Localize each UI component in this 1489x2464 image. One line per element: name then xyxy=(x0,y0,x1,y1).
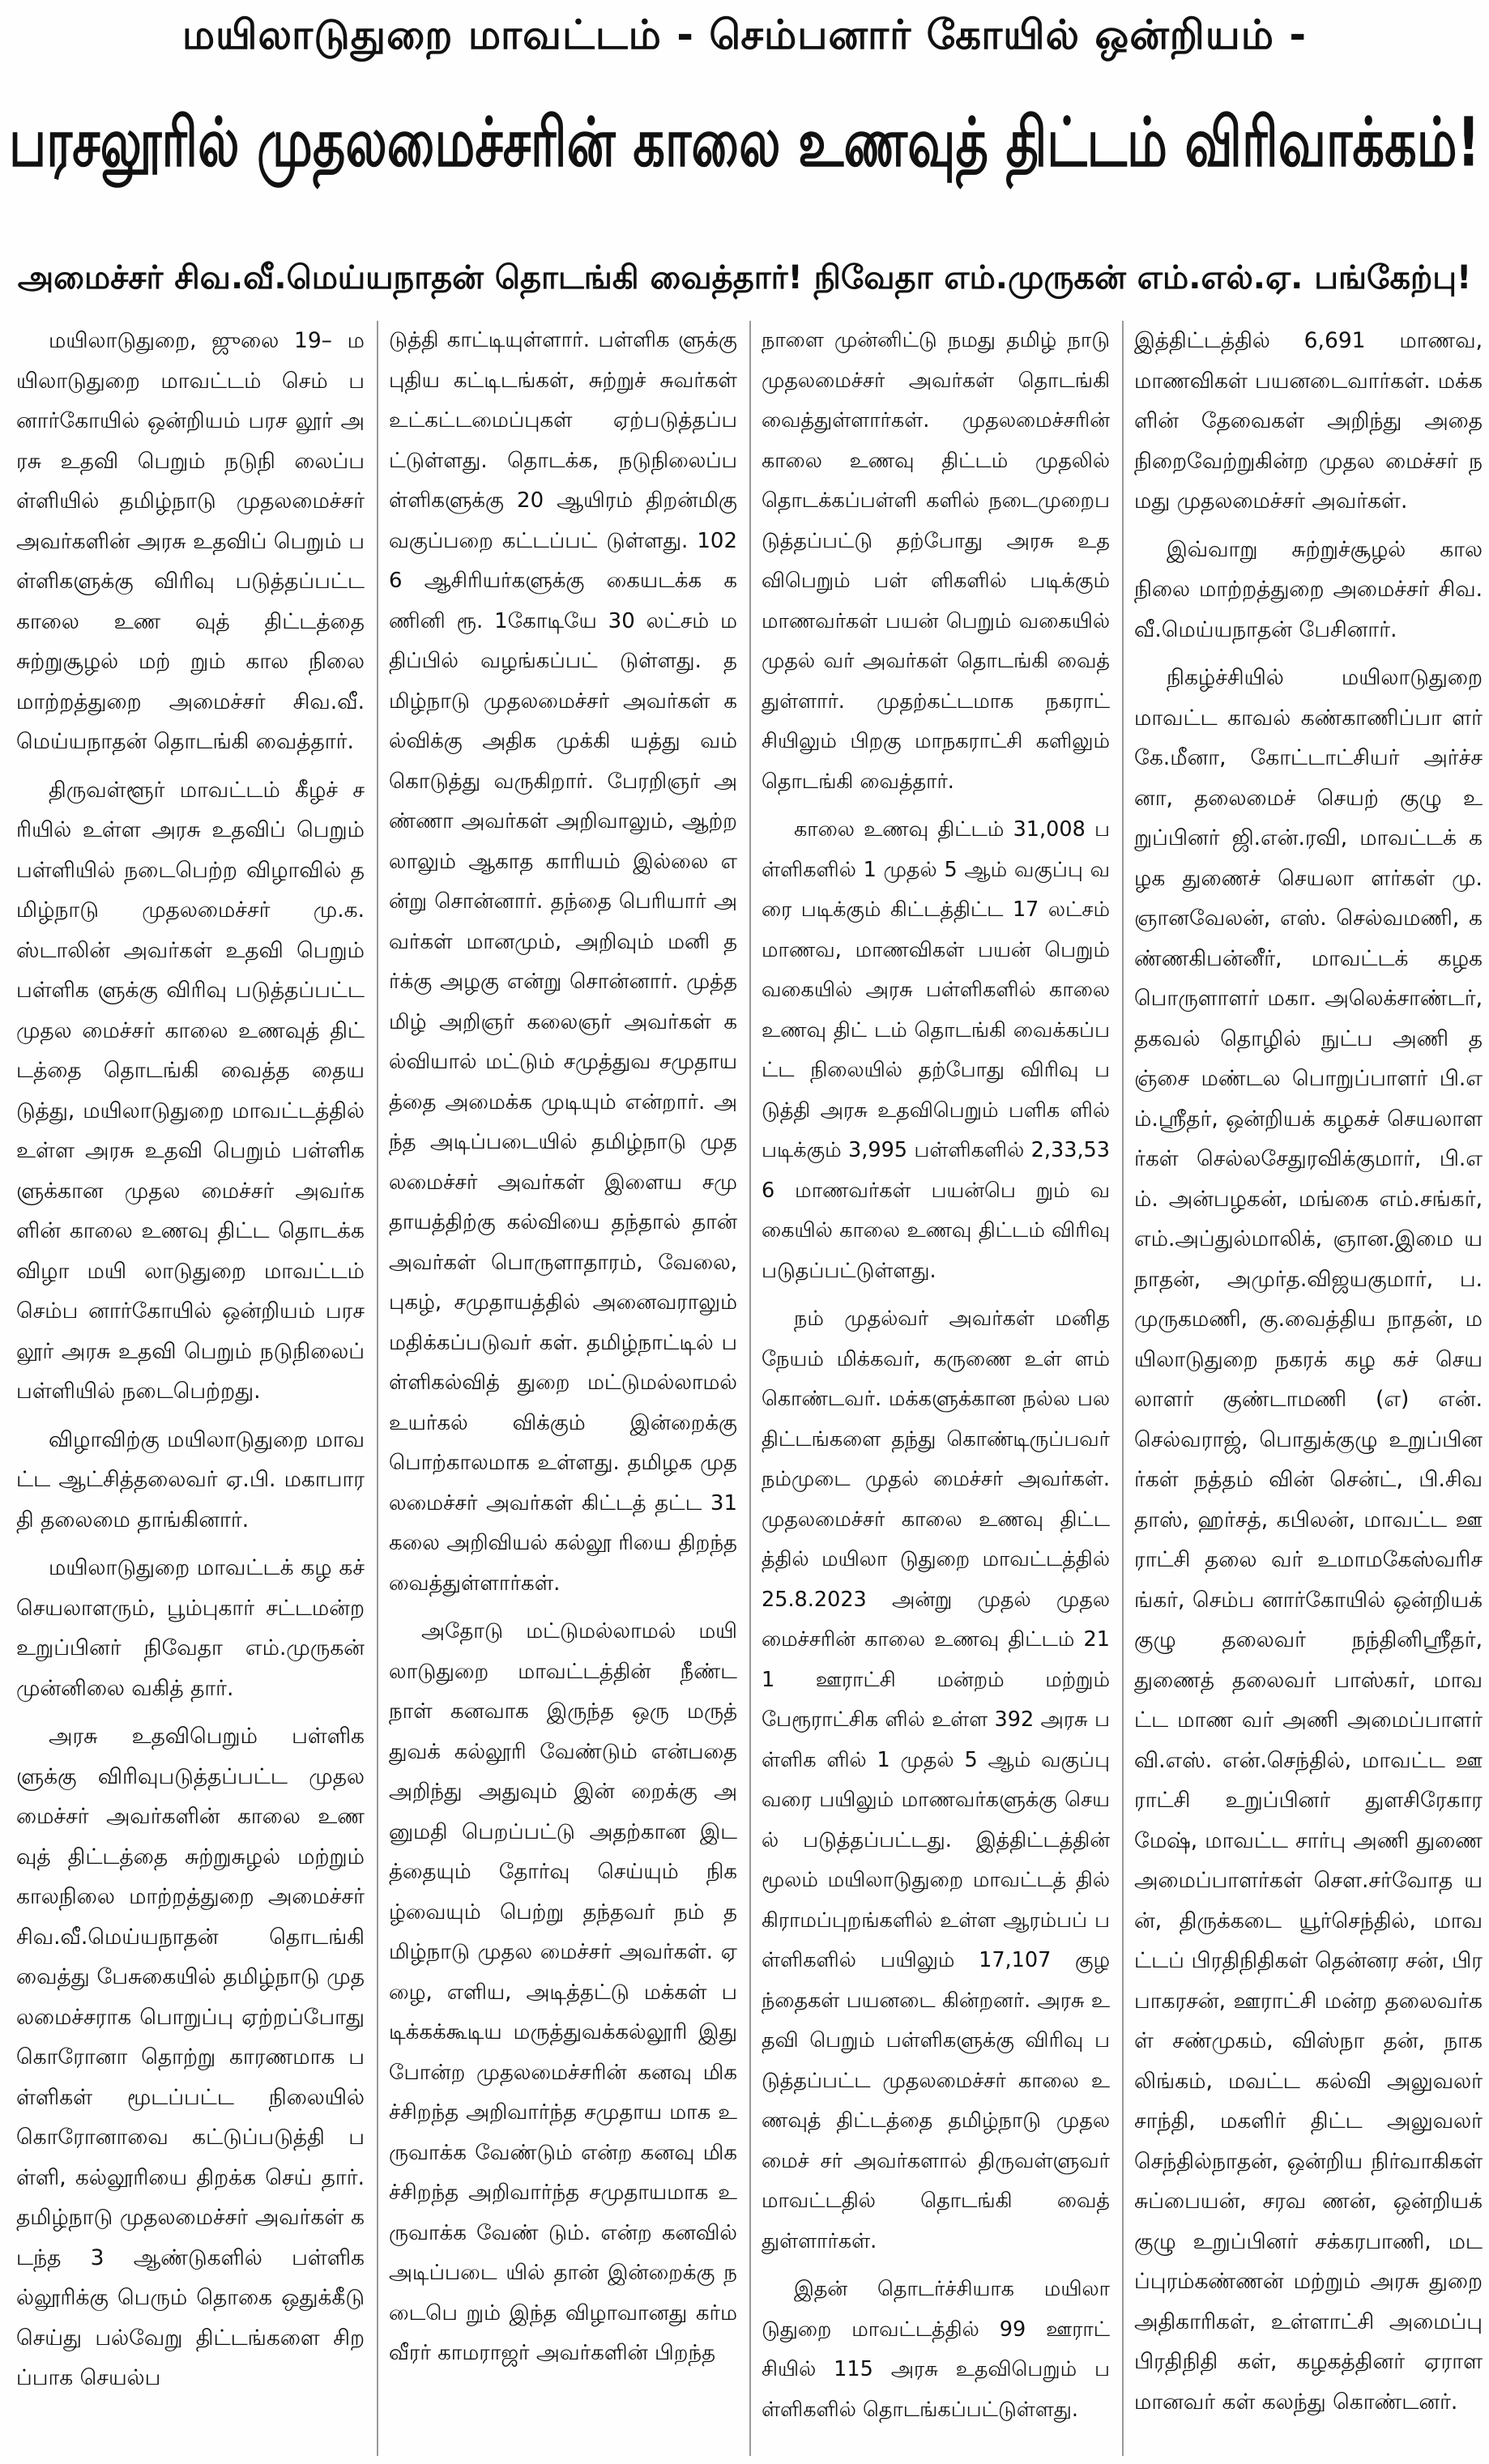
paragraph: திருவள்ளூர் மாவட்டம் கீழச் சரியில் உள்ள அரசு உதவிப் பெறும் பள்ளியில் நடைபெற்ற விழாவில் தமிழ்நாடு முதலமைச்சர் மு.க.ஸ்டாலின் அவர்கள் உதவி பெறும் பள்ளிக ளுக்கு விரிவு படுத்தப்பட்ட முதல மைச்சர் காலை உணவுத் திட் டத்தை தொடங்கி வைத்த தையடுத்து, மயிலாடுதுறை மாவட்டத்தில் உள்ள அரசு உதவி பெறும் பள்ளிகளுக்கான முதல மைச்சர் அவர்களின் காலை உணவு திட்ட தொடக்க விழா மயி லாடுதுறை மாவட்டம் செம்ப னார்கோயில் ஒன்றியம் பரசலூர் அரசு உதவி பெறும் நடுநிலைப் பள்ளியில் நடைபெற்றது. xyxy=(16,777,365,1404)
paragraph: இவ்வாறு சுற்றுச்சூழல் கால நிலை மாற்றத்துறை அமைச்சர் சிவ.வீ.மெய்யநாதன் பேசினார். xyxy=(1134,536,1483,642)
article-headline: பரசலூரில் முதலமைச்சரின் காலை உணவுத் திட்டம் விரிவாக்கம்! xyxy=(9,102,1480,182)
paragraph: மயிலாடுதுறை, ஜுலை 19– மயிலாடுதுறை மாவட்டம் செம் பனார்கோயில் ஒன்றியம் பரச லூர் அரசு உதவி பெறும் நடுநி லைப்பள்ளியில் தமிழ்நாடு முதலமைச்சர் அவர்களின் அரசு உதவிப் பெறும் பள்ளிகளுக்கு விரிவு படுத்தப்பட்ட காலை உண வுத் திட்டத்தை சுற்றுசூழல் மற் றும் கால நிலை மாற்றத்துறை அமைச்சர் சிவ.வீ. மெய்யநாதன் தொடங்கி வைத்தார். xyxy=(16,328,365,754)
paragraph: நம் முதல்வர் அவர்கள் மனித நேயம் மிக்கவர், கருணை உள் ளம் கொண்டவர். மக்களுக்கான நல்ல பல திட்டங்களை தந்து கொண்டிருப்பவர் நம்முடை முதல் மைச்சர் அவர்கள். முதலமைச்சர் காலை உணவு திட்டத்தில் மயிலா டுதுறை மாவட்டத்தில் 25.8.2023 அன்று முதல் முதலமைச்சரின் காலை உணவு திட்டம் 211 ஊராட்சி மன்றம் மற்றும் பேரூராட்சிக ளில் உள்ள 392 அரசு பள்ளிக ளில் 1 முதல் 5 ஆம் வகுப்பு வரை பயிலும் மாணவர்களுக்கு செயல் படுத்தப்பட்டது. இத்திட்டத்தின் மூலம் மயிலாடுதுறை மாவட்டத் தில் கிராமப்புறங்களில் உள்ள ஆரம்பப் பள்ளிகளில் பயிலும் 17,107 குழந்தைகள் பயனடை கின்றனர். அரசு உதவி பெறும் பள்ளிகளுக்கு விரிவு படுத்தப்பட்ட முதலமைச்சர் காலை உணவுத் திட்டத்தை தமிழ்நாடு முதலமைச் சர் அவர்களால் திருவள்ளுவர் மாவட்டதில் தொடங்கி வைத் துள்ளார்கள். xyxy=(762,1307,1110,2253)
column-4 xyxy=(1134,321,1483,2456)
article-subheadline: அமைச்சர் சிவ.வீ.மெய்யநாதன் தொடங்கி வைத்தார்! நிவேதா எம்.முருகன் எம்.எல்.ஏ. பங்கேற்பு! xyxy=(17,259,1472,296)
paragraph: நிகழ்ச்சியில் மயிலாடுதுறை மாவட்ட காவல் கண்காணிப்பா ளர் கே.மீனா, கோட்டாட்சியர் அர்ச்சனா, தலைமைச் செயற் குழு உறுப்பினர் ஜி.என்.ரவி, மாவட்டக் கழக துணைச் செயலா ளர்கள் மு.ஞானவேலன், எஸ். செல்வமணி, கண்ணகிபன்னீர், மாவட்டக் கழக பொருளாளர் மகா. அலெக்சாண்டர், தகவல் தொழில் நுட்ப அணி தஞ்சை மண்டல பொறுப்பாளர் பி.எம்.ஸ்ரீதர், ஒன்றியக் கழகச் செயலாளர்கள் செல்லசேதுரவிக்குமார், பி.எம். அன்பழகன், மங்கை எம்.சங்கர், எம்.அப்துல்மாலிக், ஞான.இமை யநாதன், அமுர்த.விஜயகுமார், ப.முருகமணி, கு.வைத்திய நாதன், மயிலாடுதுறை நகரக் கழ கச் செயலாளர் குண்டாமணி (எ) என்.செல்வராஜ், பொதுக்குழு உறுப்பினர்கள் நத்தம் வின் சென்ட், பி.சிவதாஸ், ஹர்சத், கபிலன், மாவட்ட ஊராட்சி தலை வர் உமாமகேஸ்வரிசங்கர், செம்ப னார்கோயில் ஒன்றியக் குழு தலைவர் நந்தினிஸ்ரீதர், துணைத் தலைவர் பாஸ்கர், மாவட்ட மாண வர் அணி அமைப்பாளர் வி.எஸ். என்.செந்தில், மாவட்ட ஊராட்சி உறுப்பினர் துளசிரேகாரமேஷ், மாவட்ட சார்பு அணி துணை அமைப்பாளர்கள் சௌ.சர்வோத யன், திருக்கடை யூர்செந்தில், மாவட்டப் பிரதிநிதிகள் தென்னர சன், பிரபாகரசன், ஊராட்சி மன்ற தலைவர்கள் சண்முகம், விஸ்நா தன், நாகலிங்கம், மவட்ட கல்வி அலுவலர் சாந்தி, மகளிர் திட்ட அலுவலர் செந்தில்நாதன், ஒன்றிய நிர்வாகிகள் சுப்பையன், சரவ ணன், ஒன்றியக் குழு உறுப்பினர் சக்கரபாணி, மடப்புரம்கண்ணன் மற்றும் அரசு துறை அதிகாரிகள், உள்ளாட்சி அமைப்பு பிரதிநிதி கள், கழகத்தினர் ஏராளமானவர் கள் கலந்து கொண்டனர். xyxy=(1134,665,1483,2415)
paragraph: டுத்தி காட்டியுள்ளார். பள்ளிக ளுக்கு புதிய கட்டிடங்கள், சுற்றுச் சுவர்கள் உட்கட்டமைப்புகள் ஏற்படுத்தப்பட்டுள்ளது. தொடக்க, நடுநிலைப்பள்ளிகளுக்கு 20 ஆயிரம் திறன்மிகு வகுப்பறை கட்டப்பட் டுள்ளது. 1026 ஆசிரியர்களுக்கு கையடக்க கணினி ரூ. 1கோடியே 30 லட்சம் மதிப்பில் வழங்கப்பட் டுள்ளது. தமிழ்நாடு முதலமைச்சர் அவர்கள் கல்விக்கு அதிக முக்கி யத்து வம் கொடுத்து வருகிறார். பேரறிஞர் அண்ணா அவர்கள் அறிவாலும், ஆற்றலாலும் ஆகாத காரியம் இல்லை என்று சொன்னார். தந்தை பெரியார் அவர்கள் மானமும், அறிவும் மனி தர்க்கு அழகு என்று சொன்னார். முத்தமிழ் அறிஞர் கலைஞர் அவர்கள் கல்வியால் மட்டும் சமுத்துவ சமுதாயத்தை அமைக்க முடியும் என்றார். அந்த அடிப்படையில் தமிழ்நாடு முத லமைச்சர் அவர்கள் இளைய சமு தாயத்திற்கு கல்வியை தந்தால் தான் அவர்கள் பொருளாதாரம், வேலை, புகழ், சமுதாயத்தில் அனைவராலும் மதிக்கப்படுவர் கள். தமிழ்நாட்டில் பள்ளிகல்வித் துறை மட்டுமல்லாமல் உயர்கல் விக்கும் இன்றைக்கு பொற்காலமாக உள்ளது. தமிழக முதலமைச்சர் அவர்கள் கிட்டத் தட்ட 31 கலை அறிவியல் கல்லூ ரியை திறந்த வைத்துள்ளார்கள். xyxy=(389,328,737,1596)
column-3 xyxy=(762,321,1110,2456)
article-kicker: மயிலாடுதுறை மாவட்டம் - செம்பனார் கோயில் ஒன்றியம் - xyxy=(181,11,1308,58)
paragraph: நாளை முன்னிட்டு நமது தமிழ் நாடு முதலமைச்சர் அவர்கள் தொடங்கி வைத்துள்ளார்கள். முதலமைச்சரின் காலை உணவு திட்டம் முதலில் தொடக்கப்பள்ளி களில் நடைமுறைபடுத்தப்பட்டு தற்போது அரசு உதவிபெறும் பள் ளிகளில் படிக்கும் மாணவர்கள் பயன் பெறும் வகையில் முதல் வர் அவர்கள் தொடங்கி வைத் துள்ளார். முதற்கட்டமாக நகராட் சியிலும் பிறகு மாநகராட்சி களிலும் தொடங்கி வைத்தார். xyxy=(762,328,1110,794)
paragraph: அதோடு மட்டுமல்லாமல் மயி லாடுதுறை மாவட்டத்தின் நீண்ட நாள் கனவாக இருந்த ஒரு மருத் துவக் கல்லூரி வேண்டும் என்பதை அறிந்து அதுவும் இன் றைக்கு அனுமதி பெறப்பட்டு அதற்கான இடத்தையும் தோர்வு செய்யும் நிகழ்வையும் பெற்று தந்தவர் நம் தமிழ்நாடு முதல மைச்சர் அவர்கள். ஏழை, எளிய, அடித்தட்டு மக்கள் படிக்கக்கூடிய மருத்துவக்கல்லூரி இது போன்ற முதலமைச்சரின் கனவு மிகச்சிறந்த அறிவார்ந்த சமுதாய மாக உருவாக்க வேண்டும் என்ற கனவு மிகச்சிறந்த அறிவார்ந்த சமுதாயமாக உருவாக்க வேண் டும். என்ற கனவில் அடிப்படை யில் தான் இன்றைக்கு நடைபெ றும் இந்த விழாவானது கர்மவீரர் காமராஜர் அவர்களின் பிறந்த xyxy=(389,1619,737,2365)
paragraph: இத்திட்டத்தில் 6,691 மாணவ, மாணவிகள் பயனடைவார்கள். மக்களின் தேவைகள் அறிந்து அதை நிறைவேற்றுகின்ற முதல மைச்சர் நமது முதலமைச்சர் அவர்கள். xyxy=(1134,328,1483,514)
column-2 xyxy=(389,321,737,2456)
column-divider xyxy=(749,321,751,2456)
column-divider xyxy=(377,321,378,2456)
article-body xyxy=(16,321,1483,2456)
paragraph: அரசு உதவிபெறும் பள்ளிக ளுக்கு விரிவுபடுத்தப்பட்ட முதல மைச்சர் அவர்களின் காலை உணவுத் திட்டத்தை சுற்றுசுழல் மற்றும் காலநிலை மாற்றத்துறை அமைச்சர் சிவ.வீ.மெய்யநாதன் தொடங்கி வைத்து பேசுகையில் தமிழ்நாடு முதலமைச்சராக பொறுப்பு ஏற்றப்போது கொரோனா தொற்று காரணமாக பள்ளிகள் மூடப்பட்ட நிலையில் கொரோனாவை கட்டுப்படுத்தி பள்ளி, கல்லூரியை திறக்க செய் தார். தமிழ்நாடு முதலமைச்சர் அவர்கள் கடந்த 3 ஆண்டுகளில் பள்ளிகல்லூரிக்கு பெரும் தொகை ஒதுக்கீடு செய்து பல்வேறு திட்டங்களை சிறப்பாக செயல்ப xyxy=(16,1724,365,2390)
paragraph: இதன் தொடர்ச்சியாக மயிலா டுதுறை மாவட்டத்தில் 99 ஊராட் சியில் 115 அரசு உதவிபெறும் பள்ளிகளில் தொடங்கப்பட்டுள்ளது. xyxy=(762,2277,1110,2422)
paragraph: மயிலாடுதுறை மாவட்டக் கழ கச் செயலாளரும், பூம்புகார் சட்டமன்ற உறுப்பினர் நிவேதா எம்.முருகன் முன்னிலை வகித் தார். xyxy=(16,1555,365,1701)
paragraph: காலை உணவு திட்டம் 31,008 பள்ளிகளில் 1 முதல் 5 ஆம் வகுப்பு வரை படிக்கும் கிட்டத்திட்ட 17 லட்சம் மாணவ, மாணவிகள் பயன் பெறும் வகையில் அரசு பள்ளிகளில் காலை உணவு திட் டம் தொடங்கி வைக்கப்பட்ட நிலையில் தற்போது விரிவு படுத்தி அரசு உதவிபெறும் பளிக ளில் படிக்கும் 3,995 பள்ளிகளில் 2,33,536 மாணவர்கள் பயன்பெ றும் வகையில் காலை உணவு திட்டம் விரிவு படுதப்பட்டுள்ளது. xyxy=(762,817,1110,1283)
column-1 xyxy=(16,321,365,2456)
column-divider xyxy=(1122,321,1124,2456)
paragraph: விழாவிற்கு மயிலாடுதுறை மாவட்ட ஆட்சித்தலைவர் ஏ.பி. மகாபாரதி தலைமை தாங்கினார். xyxy=(16,1426,365,1533)
